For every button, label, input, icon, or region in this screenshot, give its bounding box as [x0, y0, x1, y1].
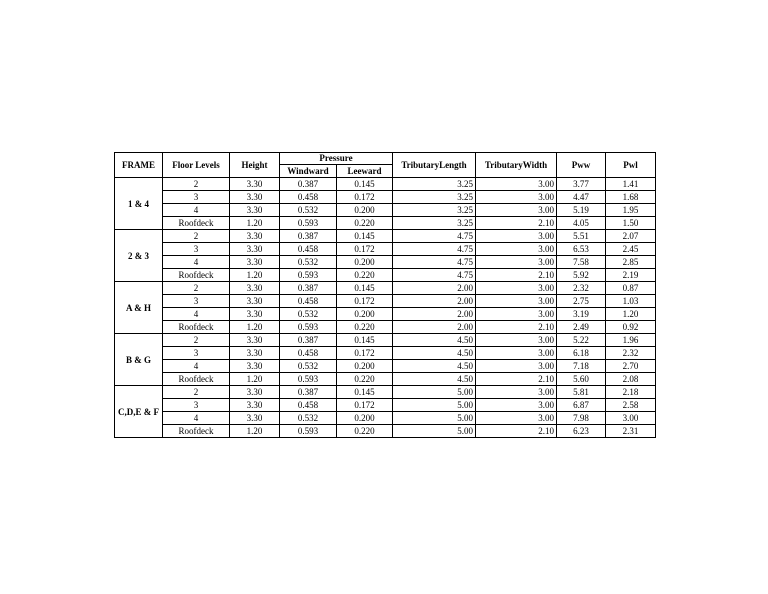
table-row — [115, 191, 656, 204]
height-cell: 1.20 — [230, 425, 280, 438]
pwl-cell: 2.31 — [606, 425, 656, 438]
pww-cell: 4.05 — [557, 217, 606, 230]
header-floor-levels: Floor Levels — [163, 153, 230, 178]
floor-level-cell: 4 — [163, 204, 230, 217]
floor-level-cell: 2 — [163, 230, 230, 243]
pww-cell: 6.53 — [557, 243, 606, 256]
pwl-cell: 1.96 — [606, 334, 656, 347]
floor-level-cell: 4 — [163, 412, 230, 425]
table-row — [115, 217, 656, 230]
pwl-cell: 2.45 — [606, 243, 656, 256]
windward-cell: 0.458 — [280, 295, 337, 308]
leeward-cell: 0.220 — [337, 269, 393, 282]
table-row — [115, 204, 656, 217]
table-row — [115, 321, 656, 334]
frame-cell: 1 & 4 — [115, 178, 163, 230]
pwl-cell: 2.85 — [606, 256, 656, 269]
pwl-cell: 0.87 — [606, 282, 656, 295]
header-tributary-width: TributaryWidth — [476, 153, 557, 178]
windward-cell: 0.458 — [280, 191, 337, 204]
windward-cell: 0.387 — [280, 178, 337, 191]
header-frame: FRAME — [115, 153, 163, 178]
pwl-cell: 3.00 — [606, 412, 656, 425]
tributary-width-cell: 3.00 — [476, 347, 557, 360]
table-body — [115, 178, 656, 438]
table-row — [115, 295, 656, 308]
tributary-length-cell: 5.00 — [393, 386, 476, 399]
leeward-cell: 0.145 — [337, 334, 393, 347]
pwl-cell: 2.32 — [606, 347, 656, 360]
tributary-width-cell: 3.00 — [476, 191, 557, 204]
pwl-cell: 2.58 — [606, 399, 656, 412]
leeward-cell: 0.200 — [337, 308, 393, 321]
height-cell: 3.30 — [230, 282, 280, 295]
frame-cell: C,D,E & F — [115, 386, 163, 438]
tributary-length-cell: 3.25 — [393, 217, 476, 230]
tributary-length-cell: 4.75 — [393, 269, 476, 282]
wind-load-table — [114, 152, 656, 438]
tributary-length-cell: 2.00 — [393, 295, 476, 308]
pww-cell: 6.18 — [557, 347, 606, 360]
tributary-length-cell: 2.00 — [393, 321, 476, 334]
windward-cell: 0.387 — [280, 386, 337, 399]
height-cell: 3.30 — [230, 360, 280, 373]
tributary-width-cell: 3.00 — [476, 282, 557, 295]
table-row — [115, 269, 656, 282]
floor-level-cell: Roofdeck — [163, 425, 230, 438]
pww-cell: 3.77 — [557, 178, 606, 191]
height-cell: 3.30 — [230, 295, 280, 308]
windward-cell: 0.532 — [280, 412, 337, 425]
pww-cell: 6.23 — [557, 425, 606, 438]
pwl-cell: 2.08 — [606, 373, 656, 386]
leeward-cell: 0.200 — [337, 360, 393, 373]
table-row — [115, 425, 656, 438]
tributary-width-cell: 2.10 — [476, 269, 557, 282]
floor-level-cell: Roofdeck — [163, 321, 230, 334]
pwl-cell: 0.92 — [606, 321, 656, 334]
tributary-width-cell: 3.00 — [476, 308, 557, 321]
tributary-length-cell: 4.75 — [393, 230, 476, 243]
table-row — [115, 386, 656, 399]
windward-cell: 0.458 — [280, 399, 337, 412]
windward-cell: 0.532 — [280, 204, 337, 217]
pwl-cell: 2.18 — [606, 386, 656, 399]
leeward-cell: 0.172 — [337, 191, 393, 204]
pwl-cell: 2.07 — [606, 230, 656, 243]
leeward-cell: 0.220 — [337, 373, 393, 386]
header-height: Height — [230, 153, 280, 178]
tributary-width-cell: 2.10 — [476, 217, 557, 230]
floor-level-cell: 4 — [163, 256, 230, 269]
header-tributary-length: TributaryLength — [393, 153, 476, 178]
windward-cell: 0.387 — [280, 282, 337, 295]
leeward-cell: 0.172 — [337, 243, 393, 256]
tributary-length-cell: 5.00 — [393, 399, 476, 412]
height-cell: 3.30 — [230, 204, 280, 217]
tributary-length-cell: 4.50 — [393, 360, 476, 373]
header-pwl: Pwl — [606, 153, 656, 178]
pww-cell: 7.58 — [557, 256, 606, 269]
pwl-cell: 1.20 — [606, 308, 656, 321]
windward-cell: 0.387 — [280, 230, 337, 243]
tributary-width-cell: 3.00 — [476, 230, 557, 243]
height-cell: 3.30 — [230, 347, 280, 360]
frame-cell: 2 & 3 — [115, 230, 163, 282]
table-row — [115, 334, 656, 347]
pww-cell: 5.19 — [557, 204, 606, 217]
table-row — [115, 412, 656, 425]
frame-cell: B & G — [115, 334, 163, 386]
table-row — [115, 243, 656, 256]
height-cell: 1.20 — [230, 373, 280, 386]
floor-level-cell: 3 — [163, 295, 230, 308]
table-row — [115, 178, 656, 191]
windward-cell: 0.532 — [280, 360, 337, 373]
leeward-cell: 0.145 — [337, 230, 393, 243]
leeward-cell: 0.200 — [337, 412, 393, 425]
pww-cell: 5.60 — [557, 373, 606, 386]
table-row — [115, 360, 656, 373]
height-cell: 3.30 — [230, 191, 280, 204]
tributary-width-cell: 2.10 — [476, 321, 557, 334]
tributary-length-cell: 3.25 — [393, 178, 476, 191]
tributary-width-cell: 3.00 — [476, 334, 557, 347]
windward-cell: 0.387 — [280, 334, 337, 347]
pwl-cell: 2.70 — [606, 360, 656, 373]
height-cell: 3.30 — [230, 256, 280, 269]
pwl-cell: 1.50 — [606, 217, 656, 230]
height-cell: 3.30 — [230, 334, 280, 347]
table-row — [115, 373, 656, 386]
windward-cell: 0.458 — [280, 347, 337, 360]
pww-cell: 3.19 — [557, 308, 606, 321]
tributary-width-cell: 3.00 — [476, 295, 557, 308]
tributary-length-cell: 5.00 — [393, 412, 476, 425]
windward-cell: 0.593 — [280, 425, 337, 438]
pwl-cell: 2.19 — [606, 269, 656, 282]
height-cell: 1.20 — [230, 321, 280, 334]
tributary-width-cell: 3.00 — [476, 204, 557, 217]
pww-cell: 7.18 — [557, 360, 606, 373]
tributary-length-cell: 3.25 — [393, 204, 476, 217]
tributary-length-cell: 4.50 — [393, 347, 476, 360]
floor-level-cell: Roofdeck — [163, 269, 230, 282]
tributary-width-cell: 3.00 — [476, 256, 557, 269]
pww-cell: 6.87 — [557, 399, 606, 412]
tributary-length-cell: 2.00 — [393, 282, 476, 295]
leeward-cell: 0.220 — [337, 321, 393, 334]
height-cell: 1.20 — [230, 217, 280, 230]
header-windward: Windward — [280, 165, 337, 178]
table-row — [115, 230, 656, 243]
floor-level-cell: Roofdeck — [163, 373, 230, 386]
height-cell: 1.20 — [230, 269, 280, 282]
pwl-cell: 1.41 — [606, 178, 656, 191]
tributary-width-cell: 3.00 — [476, 412, 557, 425]
pww-cell: 7.98 — [557, 412, 606, 425]
tributary-width-cell: 2.10 — [476, 373, 557, 386]
height-cell: 3.30 — [230, 386, 280, 399]
leeward-cell: 0.145 — [337, 282, 393, 295]
floor-level-cell: 2 — [163, 386, 230, 399]
tributary-length-cell: 5.00 — [393, 425, 476, 438]
height-cell: 3.30 — [230, 412, 280, 425]
tributary-length-cell: 4.50 — [393, 373, 476, 386]
windward-cell: 0.593 — [280, 373, 337, 386]
leeward-cell: 0.172 — [337, 295, 393, 308]
tributary-length-cell: 2.00 — [393, 308, 476, 321]
pwl-cell: 1.03 — [606, 295, 656, 308]
pww-cell: 4.47 — [557, 191, 606, 204]
tributary-length-cell: 4.75 — [393, 256, 476, 269]
windward-cell: 0.593 — [280, 269, 337, 282]
pww-cell: 5.51 — [557, 230, 606, 243]
pww-cell: 2.32 — [557, 282, 606, 295]
pww-cell: 2.75 — [557, 295, 606, 308]
pwl-cell: 1.95 — [606, 204, 656, 217]
floor-level-cell: 4 — [163, 360, 230, 373]
table-row — [115, 256, 656, 269]
height-cell: 3.30 — [230, 178, 280, 191]
floor-level-cell: 3 — [163, 399, 230, 412]
tributary-width-cell: 3.00 — [476, 386, 557, 399]
tributary-length-cell: 3.25 — [393, 191, 476, 204]
floor-level-cell: 2 — [163, 178, 230, 191]
leeward-cell: 0.220 — [337, 425, 393, 438]
floor-level-cell: Roofdeck — [163, 217, 230, 230]
tributary-length-cell: 4.50 — [393, 334, 476, 347]
header-pressure: Pressure — [280, 153, 393, 165]
leeward-cell: 0.172 — [337, 347, 393, 360]
windward-cell: 0.532 — [280, 308, 337, 321]
table-row — [115, 282, 656, 295]
pww-cell: 2.49 — [557, 321, 606, 334]
tributary-width-cell: 3.00 — [476, 243, 557, 256]
height-cell: 3.30 — [230, 308, 280, 321]
tributary-width-cell: 2.10 — [476, 425, 557, 438]
pwl-cell: 1.68 — [606, 191, 656, 204]
floor-level-cell: 3 — [163, 347, 230, 360]
windward-cell: 0.593 — [280, 321, 337, 334]
windward-cell: 0.458 — [280, 243, 337, 256]
leeward-cell: 0.145 — [337, 386, 393, 399]
height-cell: 3.30 — [230, 230, 280, 243]
floor-level-cell: 2 — [163, 282, 230, 295]
floor-level-cell: 4 — [163, 308, 230, 321]
floor-level-cell: 3 — [163, 243, 230, 256]
tributary-width-cell: 3.00 — [476, 399, 557, 412]
tributary-width-cell: 3.00 — [476, 178, 557, 191]
pww-cell: 5.81 — [557, 386, 606, 399]
frame-cell: A & H — [115, 282, 163, 334]
table-row — [115, 347, 656, 360]
leeward-cell: 0.200 — [337, 256, 393, 269]
windward-cell: 0.532 — [280, 256, 337, 269]
table-row — [115, 308, 656, 321]
pww-cell: 5.22 — [557, 334, 606, 347]
header-leeward: Leeward — [337, 165, 393, 178]
leeward-cell: 0.220 — [337, 217, 393, 230]
floor-level-cell: 2 — [163, 334, 230, 347]
floor-level-cell: 3 — [163, 191, 230, 204]
windward-cell: 0.593 — [280, 217, 337, 230]
height-cell: 3.30 — [230, 399, 280, 412]
leeward-cell: 0.200 — [337, 204, 393, 217]
tributary-length-cell: 4.75 — [393, 243, 476, 256]
table-row — [115, 399, 656, 412]
tributary-width-cell: 3.00 — [476, 360, 557, 373]
height-cell: 3.30 — [230, 243, 280, 256]
header-pww: Pww — [557, 153, 606, 178]
leeward-cell: 0.145 — [337, 178, 393, 191]
leeward-cell: 0.172 — [337, 399, 393, 412]
pww-cell: 5.92 — [557, 269, 606, 282]
